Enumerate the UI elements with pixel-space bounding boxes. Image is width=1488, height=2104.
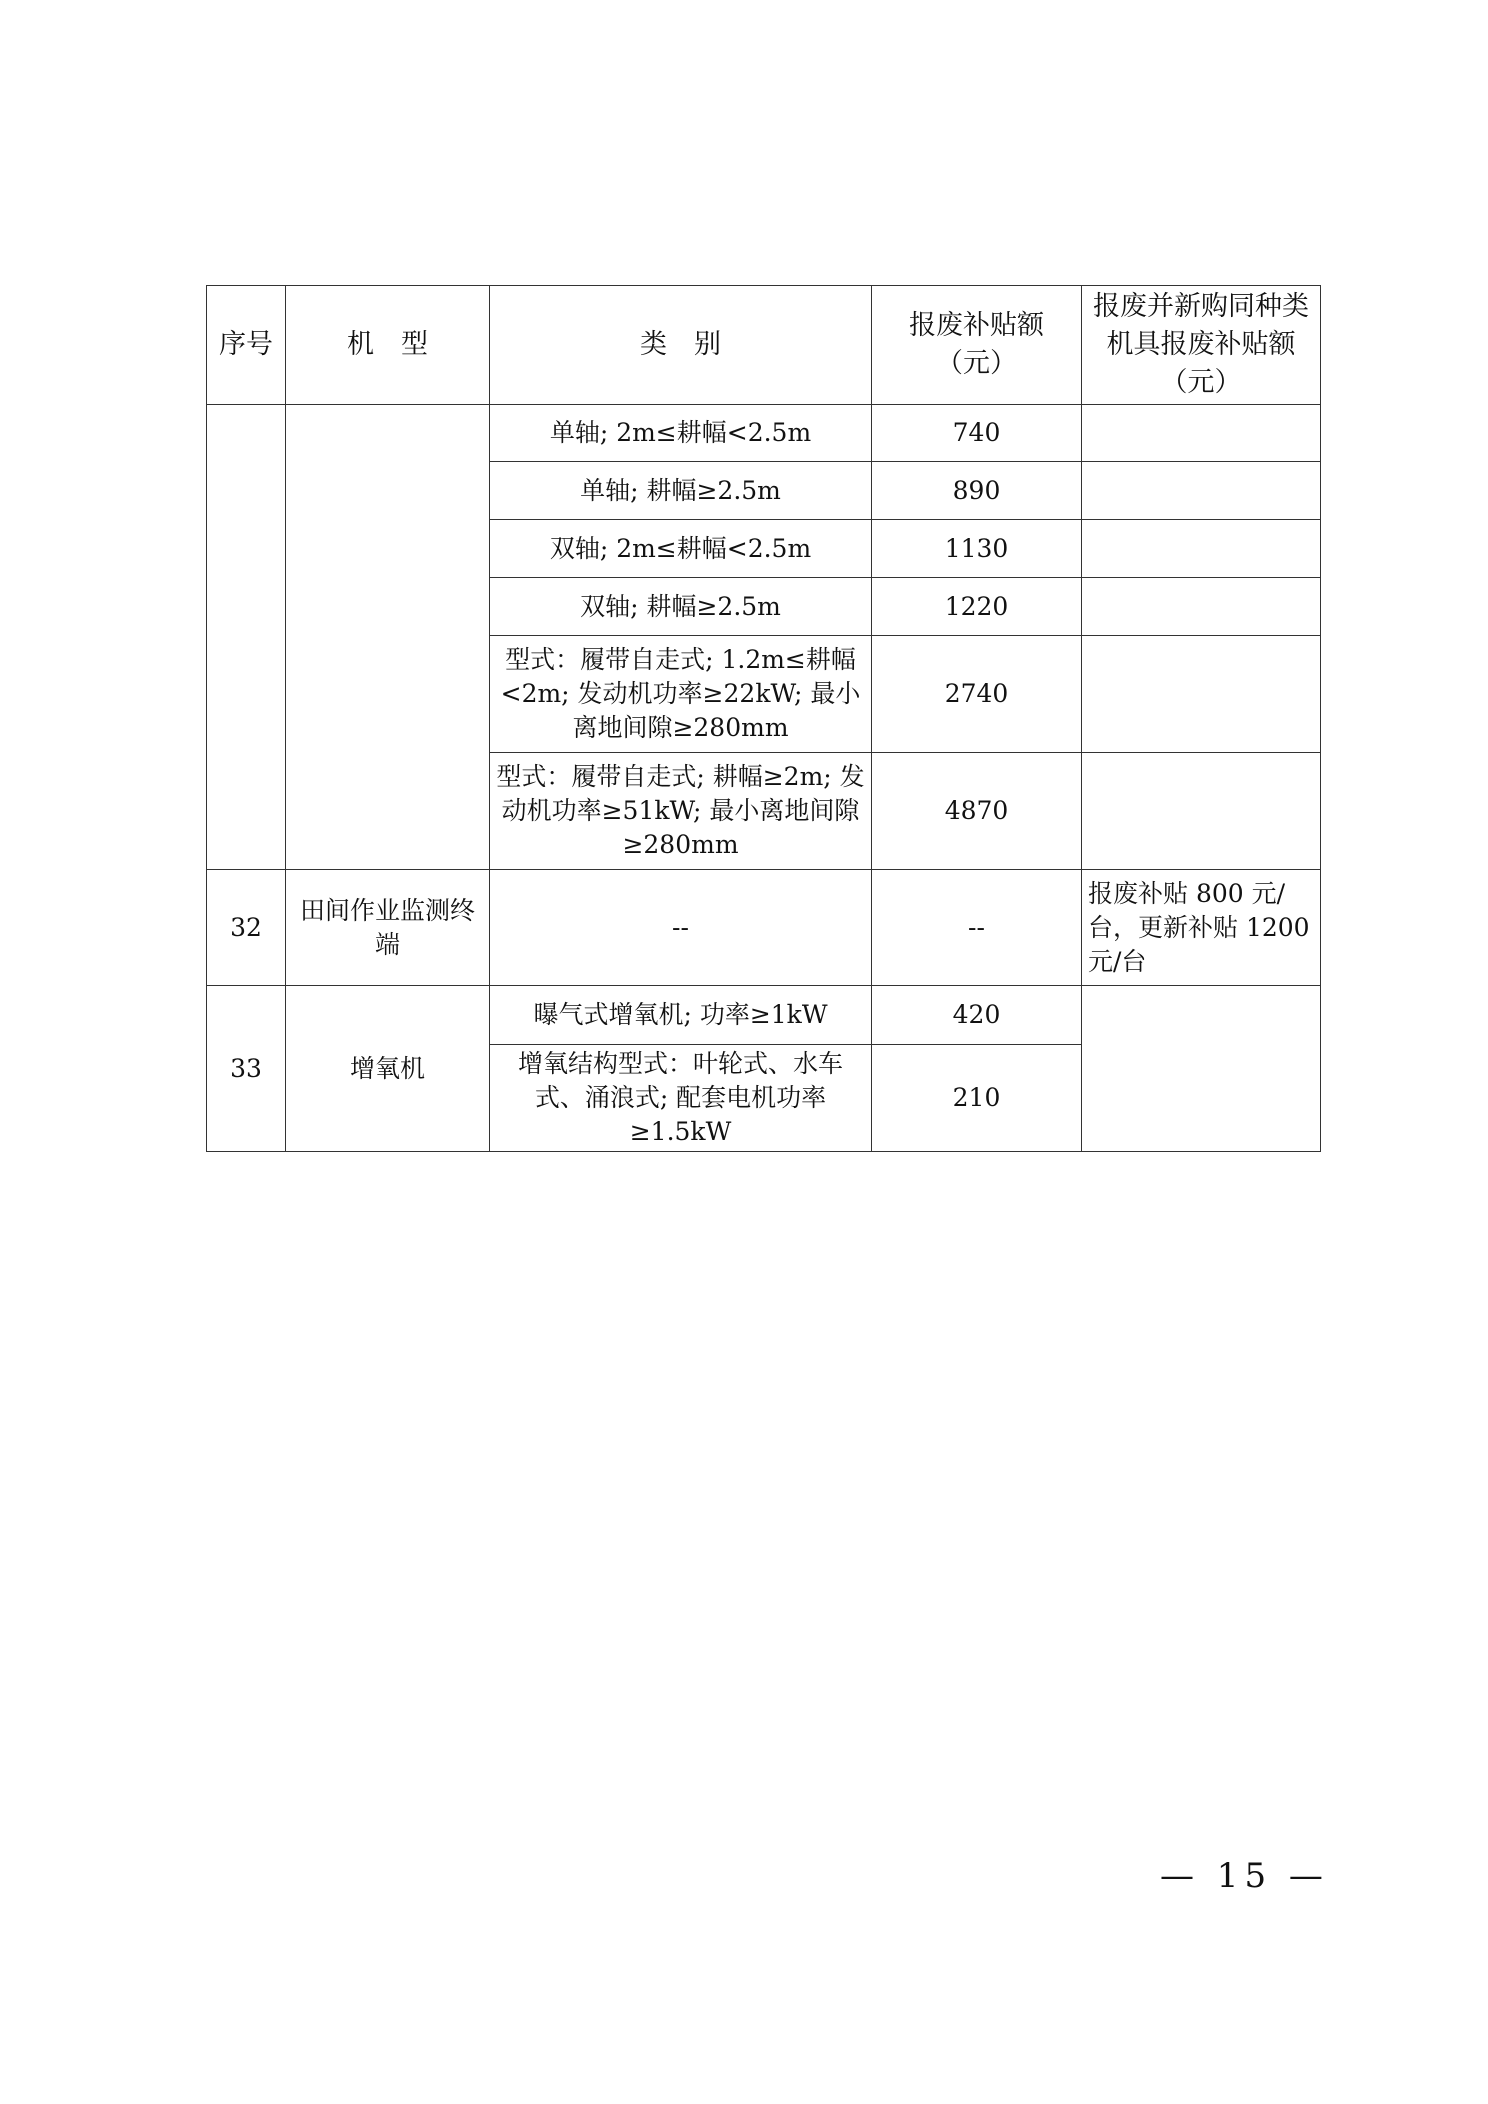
renew-cell [1082, 405, 1321, 462]
header-category: 类 别 [490, 286, 872, 405]
category-cell: 型式：履带自走式; 1.2m≤耕幅<2m; 发动机功率≥22kW; 最小离地间隙≥280mm [490, 636, 872, 753]
seq-cell-empty [207, 405, 286, 870]
renew-cell [1082, 636, 1321, 753]
category-cell: 曝气式增氧机; 功率≥1kW [490, 986, 872, 1045]
model-cell: 增氧机 [286, 986, 490, 1152]
category-cell: 单轴; 耕幅≥2.5m [490, 462, 872, 520]
category-cell: 型式：履带自走式; 耕幅≥2m; 发动机功率≥51kW; 最小离地间隙≥280mm [490, 753, 872, 870]
amount-cell: 2740 [872, 636, 1082, 753]
table-row-33 [207, 986, 1321, 1045]
model-cell: 田间作业监测终端 [286, 870, 490, 986]
seq-cell: 33 [207, 986, 286, 1152]
renew-cell: 报废补贴 800 元/台，更新补贴 1200 元/台 [1082, 870, 1321, 986]
amount-cell: 210 [872, 1045, 1082, 1152]
category-cell: 增氧结构型式：叶轮式、水车式、涌浪式; 配套电机功率≥1.5kW [490, 1045, 872, 1152]
renew-cell [1082, 578, 1321, 636]
category-cell: -- [490, 870, 872, 986]
category-cell: 单轴; 2m≤耕幅<2.5m [490, 405, 872, 462]
amount-cell: 740 [872, 405, 1082, 462]
amount-cell: -- [872, 870, 1082, 986]
renew-cell [1082, 753, 1321, 870]
renew-cell-empty [1082, 986, 1321, 1152]
seq-cell: 32 [207, 870, 286, 986]
subsidy-table [206, 285, 1321, 1152]
amount-cell: 4870 [872, 753, 1082, 870]
renew-cell [1082, 520, 1321, 578]
renew-cell [1082, 462, 1321, 520]
model-cell-empty [286, 405, 490, 870]
category-cell: 双轴; 耕幅≥2.5m [490, 578, 872, 636]
table-row [207, 405, 1321, 462]
amount-cell: 890 [872, 462, 1082, 520]
header-seq: 序号 [207, 286, 286, 405]
header-renew-subsidy: 报废并新购同种类机具报废补贴额（元） [1082, 286, 1321, 405]
table-row-32 [207, 870, 1321, 986]
amount-cell: 420 [872, 986, 1082, 1045]
table-header-row [207, 286, 1321, 405]
header-scrap-subsidy: 报废补贴额（元） [872, 286, 1082, 405]
category-cell: 双轴; 2m≤耕幅<2.5m [490, 520, 872, 578]
page-number: — 15 — [1160, 1856, 1329, 1896]
amount-cell: 1220 [872, 578, 1082, 636]
header-model: 机 型 [286, 286, 490, 405]
amount-cell: 1130 [872, 520, 1082, 578]
